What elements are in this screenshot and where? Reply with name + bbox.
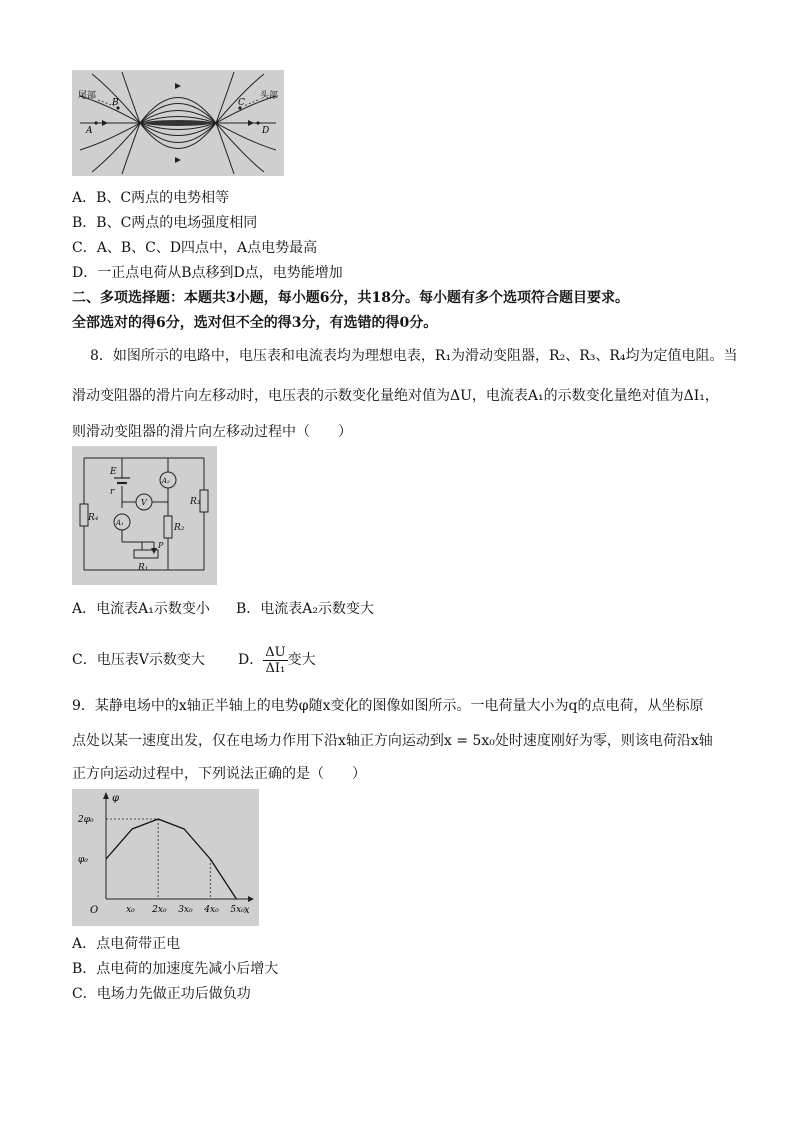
q8-stem-line3: 则滑动变阻器的滑片向左移动过程中（ ） — [72, 424, 352, 440]
q9-option-a: A．点电荷带正电 — [72, 936, 181, 952]
label-r1: R₁ — [138, 563, 149, 573]
q9-option-c: C．电场力先做正功后做负功 — [72, 986, 251, 1002]
point-b-label: B — [112, 98, 119, 108]
x-tick-label: 3x₀ — [178, 905, 193, 915]
y-tick-label: 2φ₀ — [78, 815, 94, 825]
q9-stem-line2: 点处以某一速度出发，仅在电场力作用下沿x轴正方向运动到x = 5x₀处时速度刚好为零，则该电荷沿x轴 — [72, 733, 713, 749]
charged-body — [144, 120, 212, 126]
x-axis-arrow-icon — [248, 896, 254, 902]
label-a1: A₁ — [116, 519, 124, 527]
label-v: V — [141, 498, 147, 507]
q8-option-d-suffix: 变大 — [287, 652, 316, 668]
q8-option-c: C．电压表V示数变大 — [72, 652, 205, 668]
q7-option-d: D．一正点电荷从B点移到D点，电势能增加 — [72, 265, 343, 281]
x-axis-label: x — [244, 905, 250, 916]
label-r2: R₂ — [174, 523, 185, 533]
resistor-r3 — [200, 490, 208, 512]
q9-option-b: B．点电荷的加速度先减小后增大 — [72, 961, 279, 977]
point-a-dot — [94, 121, 97, 124]
label-a2: A₂ — [162, 477, 170, 485]
arrow-icon — [248, 120, 254, 126]
label-r: r — [110, 487, 115, 497]
label-r3: R₃ — [190, 497, 201, 507]
point-a-label: A — [86, 126, 93, 136]
field-line — [216, 123, 264, 172]
x-tick-label: 2x₀ — [152, 905, 167, 915]
x-tick-label: 4x₀ — [204, 905, 219, 915]
fraction-numerator: ΔU — [265, 644, 286, 660]
potential-chart-svg — [72, 789, 259, 926]
section2-heading-line2: 全部选对的得6分，选对但不全的得3分，有选错的得0分。 — [72, 315, 438, 331]
field-lines-figure — [72, 70, 284, 176]
x-tick-label: x₀ — [126, 905, 135, 915]
label-p: P — [158, 541, 164, 550]
y-tick-label: φ₀ — [78, 855, 88, 865]
point-d-dot — [256, 121, 259, 124]
origin-label: O — [90, 905, 99, 916]
q8-option-d — [238, 640, 316, 680]
circuit-figure — [72, 446, 217, 585]
point-d-label: D — [262, 126, 270, 136]
arrow-icon — [175, 83, 181, 89]
potential-chart — [72, 789, 259, 926]
q8-option-d-prefix: D． — [238, 652, 264, 668]
q7-option-b: B．B、C两点的电场强度相同 — [72, 215, 258, 231]
point-c-label: C — [238, 98, 245, 108]
head-label: 头部 — [260, 91, 279, 101]
fraction-denominator: ΔI₁ — [265, 660, 286, 676]
section2-heading-line1: 二、多项选择题：本题共3小题，每小题6分，共18分。每小题有多个选项符合题目要求。 — [72, 290, 629, 306]
q8-stem-line2: 滑动变阻器的滑片向左移动时，电压表的示数变化量绝对值为ΔU，电流表A₁的示数变化量绝对值为ΔI₁， — [72, 388, 719, 404]
arrow-icon — [175, 157, 181, 163]
label-e: E — [110, 467, 117, 477]
circuit-svg — [72, 446, 217, 585]
q9-stem-line3: 正方向运动过程中，下列说法正确的是（ ） — [72, 766, 366, 782]
q8-option-b: B．电流表A₂示数变大 — [236, 601, 375, 617]
q7-option-c: C．A、B、C、D四点中，A点电势最高 — [72, 240, 318, 256]
resistor-r2 — [164, 516, 172, 538]
delta-u-over-delta-i1 — [263, 645, 287, 676]
y-axis-label: φ — [112, 793, 120, 804]
q9-stem-line1: 9．某静电场中的x轴正半轴上的电势φ随x变化的图像如图所示。一电荷量大小为q的点电荷，从坐标原 — [72, 698, 704, 714]
tail-label: 尾部 — [78, 91, 97, 101]
x-tick-label: 5x₀ — [230, 905, 245, 915]
q7-option-a: A．B、C两点的电势相等 — [72, 190, 230, 206]
resistor-r4 — [80, 504, 88, 526]
label-r4: R₄ — [88, 513, 99, 523]
arrow-icon — [102, 120, 108, 126]
q8-stem-line1: 8．如图所示的电路中，电压表和电流表均为理想电表，R₁为滑动变阻器，R₂、R₃、R₄均为定值电阻。当 — [90, 348, 738, 364]
field-lines-svg — [72, 70, 284, 176]
y-axis-arrow-icon — [103, 792, 109, 799]
field-line — [92, 123, 140, 172]
q8-option-a: A．电流表A₁示数变小 — [72, 601, 210, 617]
phi-curve — [106, 819, 236, 899]
